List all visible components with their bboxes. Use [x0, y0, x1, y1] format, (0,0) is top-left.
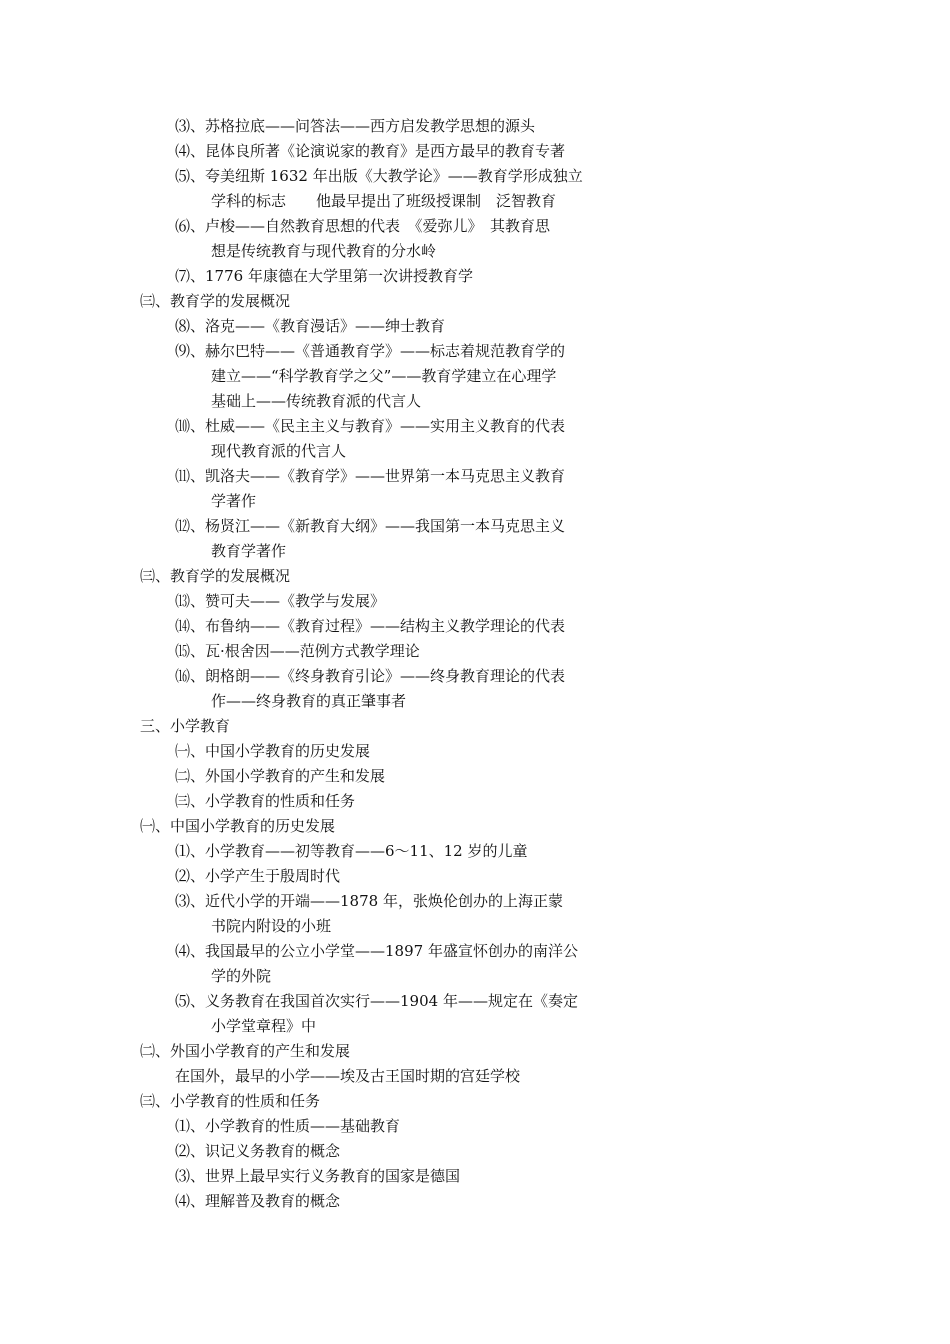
list-item: ㈠、中国小学教育的历史发展 [175, 742, 371, 760]
list-item: ⒃、朗格朗——《终身教育引论》——终身教育理论的代表 [175, 667, 566, 685]
list-item-continuation: 学科的标志 他最早提出了班级授课制 泛智教育 [211, 192, 557, 210]
list-item: ⑶、苏格拉底——问答法——西方启发教学思想的源头 [175, 117, 536, 135]
list-item: ⑸、夸美纽斯 1632 年出版《大教学论》——教育学形成独立 [175, 167, 583, 185]
section-heading: ㈢、教育学的发展概况 [140, 567, 291, 585]
list-item: ⑼、赫尔巴特——《普通教育学》——标志着规范教育学的 [175, 342, 566, 360]
list-item-continuation: 学著作 [211, 492, 257, 510]
section-heading: ㈢、教育学的发展概况 [140, 292, 291, 310]
list-item-continuation: 现代教育派的代言人 [211, 442, 347, 460]
section-heading: ㈡、外国小学教育的产生和发展 [140, 1042, 351, 1060]
list-item-continuation: 学的外院 [211, 967, 272, 985]
list-item: ⑽、杜威——《民主主义与教育》——实用主义教育的代表 [175, 417, 566, 435]
list-item-continuation: 基础上——传统教育派的代言人 [211, 392, 422, 410]
list-item: ⑴、小学教育的性质——基础教育 [175, 1117, 401, 1135]
list-item: ㈢、小学教育的性质和任务 [175, 792, 356, 810]
document-page [0, 114, 950, 1214]
section-heading: ㈠、中国小学教育的历史发展 [140, 817, 336, 835]
list-item: ⒀、赞可夫——《教学与发展》 [175, 592, 386, 610]
list-item: ⑷、昆体良所著《论演说家的教育》是西方最早的教育专著 [175, 142, 566, 160]
list-item: ⑿、杨贤江——《新教育大纲》——我国第一本马克思主义 [175, 517, 566, 535]
list-item: ⑷、我国最早的公立小学堂——1897 年盛宣怀创办的南洋公 [175, 942, 578, 960]
list-item: ⑷、理解普及教育的概念 [175, 1192, 341, 1210]
list-item: ⑵、小学产生于殷周时代 [175, 867, 341, 885]
list-item-continuation: 教育学著作 [211, 542, 287, 560]
list-item: ⑹、卢梭——自然教育思想的代表 《爱弥儿》 其教育思 [175, 217, 551, 235]
paragraph: 在国外，最早的小学——埃及古王国时期的宫廷学校 [175, 1067, 521, 1085]
list-item-continuation: 小学堂章程》中 [211, 1017, 317, 1035]
section-heading: ㈢、小学教育的性质和任务 [140, 1092, 321, 1110]
list-item: ⒁、布鲁纳——《教育过程》——结构主义教学理论的代表 [175, 617, 566, 635]
list-item-continuation: 书院内附设的小班 [211, 917, 332, 935]
section-heading: 三、小学教育 [140, 717, 231, 735]
list-item: ⑺、1776 年康德在大学里第一次讲授教育学 [175, 267, 473, 285]
list-item-continuation: 想是传统教育与现代教育的分水岭 [211, 242, 437, 260]
list-item: ⑶、近代小学的开端——1878 年，张焕伦创办的上海正蒙 [175, 892, 563, 910]
list-item: ⑻、洛克——《教育漫话》——绅士教育 [175, 317, 446, 335]
list-item-continuation: 建立——“科学教育学之父”——教育学建立在心理学 [211, 367, 557, 385]
list-item: ⑴、小学教育——初等教育——6～11、12 岁的儿童 [175, 842, 528, 860]
list-item: ⑵、识记义务教育的概念 [175, 1142, 341, 1160]
list-item: ⒂、瓦·根舍因——范例方式教学理论 [175, 642, 420, 660]
list-item-continuation: 作——终身教育的真正肇事者 [211, 692, 407, 710]
list-item: ⑶、世界上最早实行义务教育的国家是德国 [175, 1167, 461, 1185]
list-item: ㈡、外国小学教育的产生和发展 [175, 767, 386, 785]
list-item: ⑸、义务教育在我国首次实行——1904 年——规定在《奏定 [175, 992, 578, 1010]
list-item: ⑾、凯洛夫——《教育学》——世界第一本马克思主义教育 [175, 467, 566, 485]
